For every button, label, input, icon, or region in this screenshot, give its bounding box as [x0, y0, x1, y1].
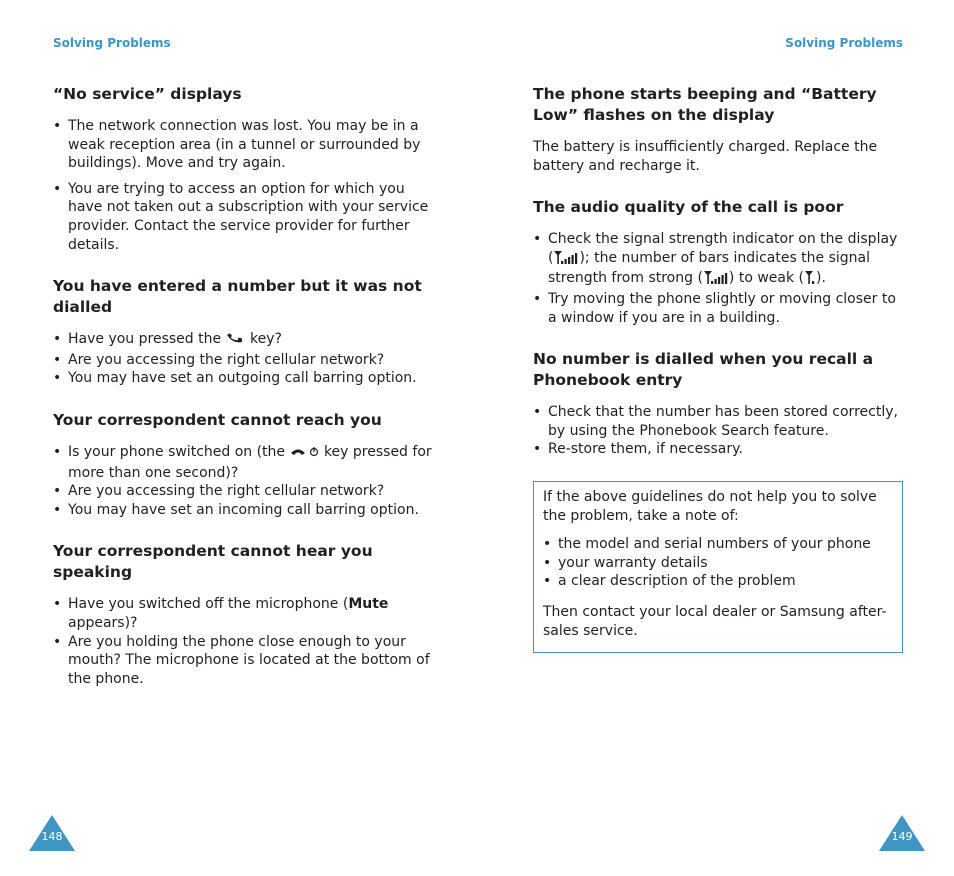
text-fragment: appears)?: [68, 614, 138, 631]
left-page: [53, 0, 433, 876]
text-fragment: Have you switched off the microphone (: [68, 596, 349, 613]
page-header: Solving Problems: [53, 36, 171, 50]
list-item: • your warranty details: [543, 554, 893, 573]
signal-weak-icon: [804, 270, 816, 290]
list-item: • Try moving the phone slightly or moving closer to a window if you are in a building.: [533, 290, 903, 327]
list-item: • The network connection was lost. You may be in a weak reception area (in a tunnel or surrounded by buildings). Move and try again.: [53, 117, 433, 173]
section-cannot-hear: [53, 541, 433, 688]
list-item: • Are you holding the phone close enough to your mouth? The microphone is located at the bottom of the phone.: [53, 633, 433, 689]
list-item: • You may have set an outgoing call barring option.: [53, 369, 433, 388]
send-key-icon: [226, 331, 246, 351]
section-no-number-dialled: [533, 349, 903, 459]
section-heading: The audio quality of the call is poor: [533, 198, 844, 217]
section-cannot-reach: [53, 410, 433, 519]
text-fragment: ).: [816, 270, 826, 287]
section-heading: You have entered a number but it was not dialled: [53, 277, 422, 317]
end-key-icon: [290, 445, 320, 464]
text-fragment: ); the number of bars indicates the signal strength from strong (: [548, 249, 871, 287]
list-item: • the model and serial numbers of your phone: [543, 535, 893, 554]
list-item: • Are you accessing the right cellular network?: [53, 482, 433, 501]
signal-full-icon: [703, 270, 729, 290]
signal-full-icon: [553, 250, 579, 270]
page-number: 149: [891, 830, 913, 843]
right-page: [533, 0, 903, 876]
list-item: • Check that the number has been stored correctly, by using the Phonebook Search feature.: [533, 403, 903, 440]
page-number: 148: [41, 830, 63, 843]
note-box: [533, 481, 903, 653]
page-number-marker: [29, 815, 75, 851]
section-heading: The phone starts beeping and “Battery Low” flashes on the display: [533, 85, 877, 124]
paragraph: The battery is insufficiently charged. Replace the battery and recharge it.: [533, 139, 878, 174]
list-item: • You are trying to access an option for which you have not taken out a subscription with your service provider. Contact the service provider for further details.: [53, 180, 433, 254]
text-fragment: ) to weak (: [728, 270, 805, 287]
section-number-not-dialled: [53, 276, 433, 388]
section-battery-low: [533, 84, 903, 175]
list-item: [53, 443, 433, 482]
note-outro: Then contact your local dealer or Samsung after-sales service.: [543, 603, 887, 639]
text-fragment: key?: [250, 331, 282, 348]
page-header: Solving Problems: [785, 36, 903, 50]
text-fragment: key pressed for more than one second)?: [68, 443, 432, 481]
list-item: • a clear description of the problem: [543, 572, 893, 591]
list-item: • You may have set an incoming call barring option.: [53, 501, 433, 520]
section-heading: Your correspondent cannot hear you speaking: [53, 542, 373, 582]
section-heading: “No service” displays: [53, 85, 242, 103]
section-heading: No number is dialled when you recall a Phonebook entry: [533, 350, 874, 390]
text-fragment: Check the signal strength indicator on the display (: [548, 231, 898, 266]
list-item: • Re-store them, if necessary.: [533, 440, 903, 459]
right-content: [533, 84, 903, 653]
list-item: • Are you accessing the right cellular network?: [53, 351, 433, 370]
text-fragment: Is your phone switched on (the: [68, 443, 286, 460]
list-item: [53, 330, 433, 351]
section-no-service: [53, 84, 433, 254]
section-audio-quality: [533, 197, 903, 327]
list-item: [53, 595, 433, 632]
note-intro: If the above guidelines do not help you to solve the problem, take a note of:: [543, 488, 877, 524]
page-number-marker: [879, 815, 925, 851]
left-content: [53, 84, 433, 710]
text-fragment: Have you pressed the: [68, 331, 222, 348]
section-heading: Your correspondent cannot reach you: [53, 410, 382, 429]
list-item: [533, 230, 903, 290]
mute-label: Mute: [348, 596, 389, 613]
